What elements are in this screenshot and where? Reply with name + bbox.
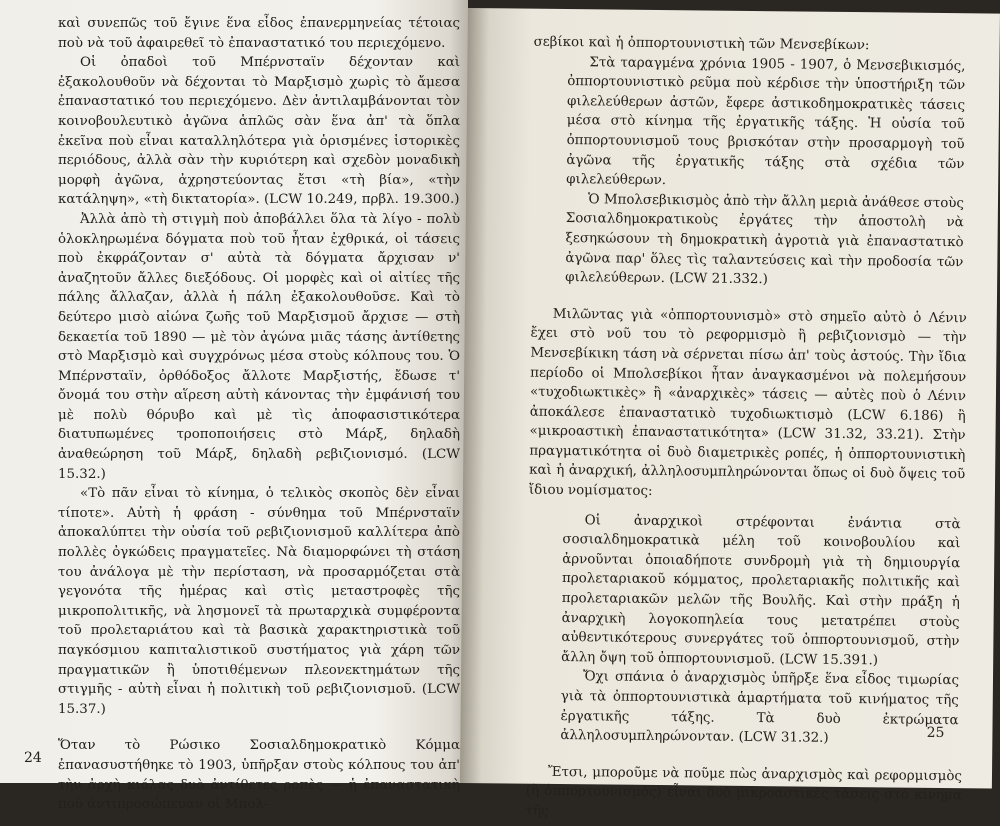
paragraph: καὶ συνεπῶς τοῦ ἔγινε ἕνα εἶδος ἐπανερμηνείας τέτοιας ποὺ νὰ τοῦ ἀφαιρεθεῖ τὸ ἐπαναστατικό του περιεχόμενο. — [58, 16, 460, 51]
page-number: 24 — [24, 750, 42, 767]
block-quote: Οἱ ἀναρχικοὶ στρέφονται ἐνάντια στὰ σοσιαλδημοκρατικὰ μέλη τοῦ κοινοβουλίου καὶ ἀρνοῦνται ὁποιαδήποτε συνδρομὴ γιὰ τὴ δημιουργία προλεταριακοῦ κόμματος, προλεταριακῆς πολιτικῆς καὶ προλεταριακῶν μελῶν τῆς Βουλῆς. Καὶ στὴν πράξη ἡ ἀναρχικὴ λογοκοπηλεία τους μετατρέπει στοὺς αὐθεντικότερους συνεργάτες τοῦ ὀππορτουνισμοῦ, στὴν ἄλλη ὄψη τοῦ ὀππορτουνισμοῦ. (LCW 15.391.) — [561, 512, 961, 669]
block-quote: Ὁ Μπολσεβικισμὸς ἀπὸ τὴν ἄλλη μεριὰ ἀνάθεσε στοὺς Σοσιαλδημοκρατικοὺς ἐργάτες τὴν ἀποστολὴ νὰ ξεσηκώσουν τὴ δημοκρατικὴ ἀγροτιὰ γιὰ ἐπαναστατικὸ ἀγῶνα παρ' ὅλες τὶς ταλαντεύσεις καὶ τὴν προδοσία τῶν φιλελεύθερων. (LCW 21.332.) — [565, 192, 965, 288]
paragraph: Ἔτσι, μποροῦμε νὰ ποῦμε πὼς ἀναρχισμὸς καὶ ρεφορμισμὸς (ἢ ὀππορτουνισμὸς) εἶναι δυὸ μικροαστικὲς τάσεις στὸ κίνημα τῆς — [525, 764, 963, 819]
block-quote: Ὄχι σπάνια ὁ ἀναρχισμὸς ὑπῆρξε ἕνα εἶδος τιμωρίας γιὰ τὰ ὀππορτουνιστικὰ ἁμαρτήματα τοῦ κινήματος τῆς ἐργατικῆς τάξης. Τὰ δυὸ ἐκτρώματα ἀλληλοσυμπληρώνονταν. (LCW 31.32.) — [560, 669, 960, 747]
paragraph: σεβίκοι καὶ ἡ ὀππορτουνιστικὴ τῶν Μενσεβίκων: — [533, 34, 870, 54]
paragraph: Μιλῶντας γιὰ «ὀππορτουνισμὸ» στὸ σημεῖο αὐτὸ ὁ Λένιν ἔχει στὸ νοῦ του τὸ ρεφορμισμὸ ἢ ρεβιζιονισμὸ — τὴν Μενσεβίκικη τάση νὰ σέρνεται πίσω ἀπ' τοὺς ἀστούς. Τὴν ἴδια περίοδο οἱ Μπολσεβίκοι ἦταν ἀναγκασμένοι νὰ πολεμήσουν «τυχοδιωκτικὲς» ἢ «ἀναρχικὲς» τάσεις — αὐτὲς ποὺ ὁ Λένιν ἀποκάλεσε ἐπαναστατικὸ τυχοδιωκτισμὸ (LCW 6.186) ἢ «μικροαστικὴ ἐπαναστατικότητα» (LCW 31.32, 33.21). Στὴν πραγματικότητα οἱ δυὸ διαμετρικὲς ροπές, ἡ ὀππορτουνιστικὴ καὶ ἡ ἀναρχική, ἀλληλοσυμπληρώνονται ὅπως οἱ δυὸ ὄψεις τοῦ ἴδιου νομίσματος: — [528, 306, 967, 500]
page-number: 25 — [926, 725, 945, 742]
paragraph: Οἱ ὀπαδοὶ τοῦ Μπέρνσταϊν δέχονταν καὶ ἐξακολουθοῦν νὰ δέχονται τὸ Μαρξισμὸ χωρὶς τὸ ἄμεσα ἐπαναστατικό του περιεχόμενο. Δὲν ἀντιλαμβάνονται τὸν κοινοβουλευτικὸ ἀγῶνα ἁπλῶς σὰν ἕνα ἀπ' τὰ ὅπλα ἐκεῖνα ποὺ εἶναι καταλληλότερα γιὰ ὁρισμένες ἱστορικὲς περιόδους, ἀλλὰ σὰν τὴν κυριότερη καὶ σχεδὸν μοναδικὴ μορφὴ ἀγῶνα, ἀχρηστεύοντας ἔτσι «τὴ βία», «τὴν κατάληψη», «τὴ δικτατορία». (LCW 10.249, πρβλ. 19.300.) — [58, 55, 460, 208]
block-quote: Στὰ ταραγμένα χρόνια 1905 - 1907, ὁ Μενσεβικισμός, ὀππορτουνιστικὸ ρεῦμα ποὺ κέρδισε τὴν ὑποστήριξη τῶν φιλελεύθερων ἀστῶν, ἔφερε ἀστικοδημοκρατικὲς τάσεις μέσα στὸ κίνημα τῆς ἐργατικῆς τάξης. Ἡ οὐσία τοῦ ὀππορτουνισμοῦ τους βρισκόταν στὴν προσαρμογὴ τοῦ ἀγῶνα τῆς ἐργατικῆς τάξης στὰ σχέδια τῶν φιλελεύθερων. — [566, 54, 966, 189]
left-page — [0, 0, 468, 813]
right-page — [460, 8, 1000, 819]
paragraph: Ὅταν τὸ Ρώσικο Σοσιαλδημοκρατικὸ Κόμμα ἐπανασυστήθηκε τὸ 1903, ὑπῆρξαν στοὺς κόλπους του ἀπ' τὴν ἀρχὴ κιόλας δυὸ ἀντίθετες ροπὲς — ἡ ἐπαναστατικὴ ποὺ ἀντιπροσώπευαν οἱ Μπολ- — [58, 738, 460, 813]
paragraph: Ἀλλὰ ἀπὸ τὴ στιγμὴ ποὺ ἀποβάλλει ὅλα τὰ λίγο - πολὺ ὁλοκληρωμένα δόγματα ποὺ τοῦ ἦταν ἐχθρικά, οἱ τάσεις ποὺ ἐκφράζονταν σ' αὐτὰ τὰ δόγματα ἄρχισαν ν' ἀναζητοῦν ἄλλες διεξόδους. Οἱ μορφὲς καὶ οἱ αἰτίες τῆς πάλης ἄλλαζαν, ἀλλὰ ἡ πάλη ἐξακολουθοῦσε. Καὶ τὸ δεύτερο μισὸ αἰώνα ζωῆς τοῦ Μαρξισμοῦ ἄρχισε — στὴ δεκαετία τοῦ 1890 — μὲ τὸν ἀγώνα μιᾶς τάσης ἀντίθετης στὸ Μαρξισμὸ καὶ συγχρόνως μέσα στοὺς κόλπους του. Ὁ Μπέρνσταϊν, ὀρθόδοξος ἄλλοτε Μαρξιστής, ἔδωσε τ' ὄνομά του στὴν αἵρεση αὐτὴ κάνοντας τὴν ἐμφάνισή του μὲ πολὺ θόρυβο καὶ μὲ τὶς ἀποφασιστικότερα διατυπωμένες τροποποιήσεις στὸ Μάρξ, δηλαδὴ ἀναθεώρηση τοῦ Μάρξ, δηλαδὴ ρεβιζιονισμό. (LCW 15.32.) — [58, 211, 460, 482]
paragraph: «Τὸ πᾶν εἶναι τὸ κίνημα, ὁ τελικὸς σκοπὸς δὲν εἶναι τίποτε». Αὐτὴ ἡ φράση - σύνθημα τοῦ Μπέρνσταϊν ἀποκαλύπτει τὴν οὐσία τοῦ ρεβιζιονισμοῦ καλλίτερα ἀπὸ πολλὲς ὀγκώδεις πραγματεῖες. Νὰ διαμορφώνει τὴ στάση του ἀνάλογα μὲ τὴν περίσταση, νὰ προσαρμόζεται στὰ γεγονότα τῆς ἡμέρας καὶ στὶς μεταστροφὲς τῆς μικροπολιτικῆς, νὰ λησμονεῖ τὰ πρωταρχικὰ συμφέροντα τοῦ προλεταριάτου καὶ τὰ βασικὰ χαρακτηριστικὰ τοῦ παγκόσμιου καπιταλιστικοῦ συστήματος γιὰ χάρη τῶν πραγματικῶν ἢ ὑποτιθέμενων πλεονεκτημάτων τῆς στιγμῆς - αὐτὴ εἶναι ἡ πολιτικὴ τοῦ ρεβιζιονισμοῦ. (LCW 15.37.) — [58, 486, 460, 717]
